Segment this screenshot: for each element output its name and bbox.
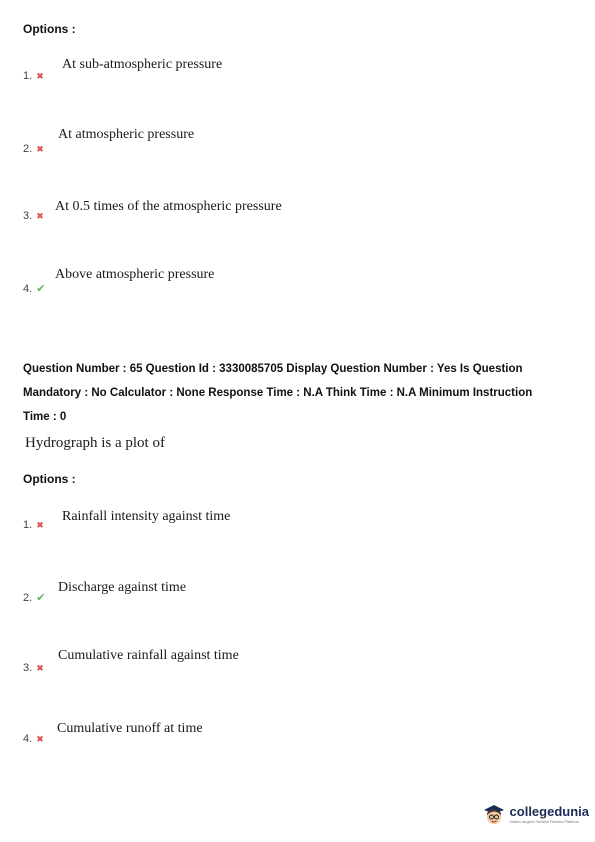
option-text: Above atmospheric pressure [55, 267, 215, 282]
option-number: 4. ✔ [23, 283, 46, 295]
logo-tagline: India's largest Student Review Platform [509, 819, 580, 824]
cross-icon: ✖ [36, 144, 44, 154]
option-number: 2. ✖ [23, 143, 44, 155]
option-text: At atmospheric pressure [58, 127, 195, 142]
option-number: 1. ✖ [23, 70, 44, 82]
cross-icon: ✖ [36, 663, 44, 673]
option-number: 1. ✖ [23, 519, 44, 531]
collegedunia-logo [482, 802, 589, 826]
cross-icon: ✖ [36, 734, 44, 744]
option-text: Cumulative rainfall against time [58, 648, 239, 663]
check-icon: ✔ [36, 592, 46, 604]
check-icon: ✔ [36, 283, 46, 295]
option-number: 3. ✖ [23, 210, 44, 222]
option-number: 3. ✖ [23, 662, 44, 674]
option-number: 4. ✖ [23, 733, 44, 745]
question-info: Question Number : 65 Question Id : 3330085705 Display Question Number : Yes Is Question Mandatory : No Calculator : None Response Time : N.A Think Time : N.A Minimum Instruction Time : 0 [23, 363, 533, 423]
cross-icon: ✖ [36, 71, 44, 81]
options-label: Options : [23, 472, 76, 486]
question-text: Hydrograph is a plot of [25, 435, 165, 451]
student-avatar-icon [482, 802, 506, 826]
cross-icon: ✖ [36, 211, 44, 221]
logo-name: collegedunia [509, 804, 589, 819]
option-text: At 0.5 times of the atmospheric pressure [55, 199, 282, 214]
option-text: Rainfall intensity against time [62, 509, 231, 524]
cross-icon: ✖ [36, 520, 44, 530]
option-number: 2. ✔ [23, 592, 46, 604]
options-label: Options : [23, 22, 76, 36]
option-text: Discharge against time [58, 580, 187, 595]
option-text: Cumulative runoff at time [57, 721, 203, 736]
option-text: At sub-atmospheric pressure [62, 57, 223, 72]
